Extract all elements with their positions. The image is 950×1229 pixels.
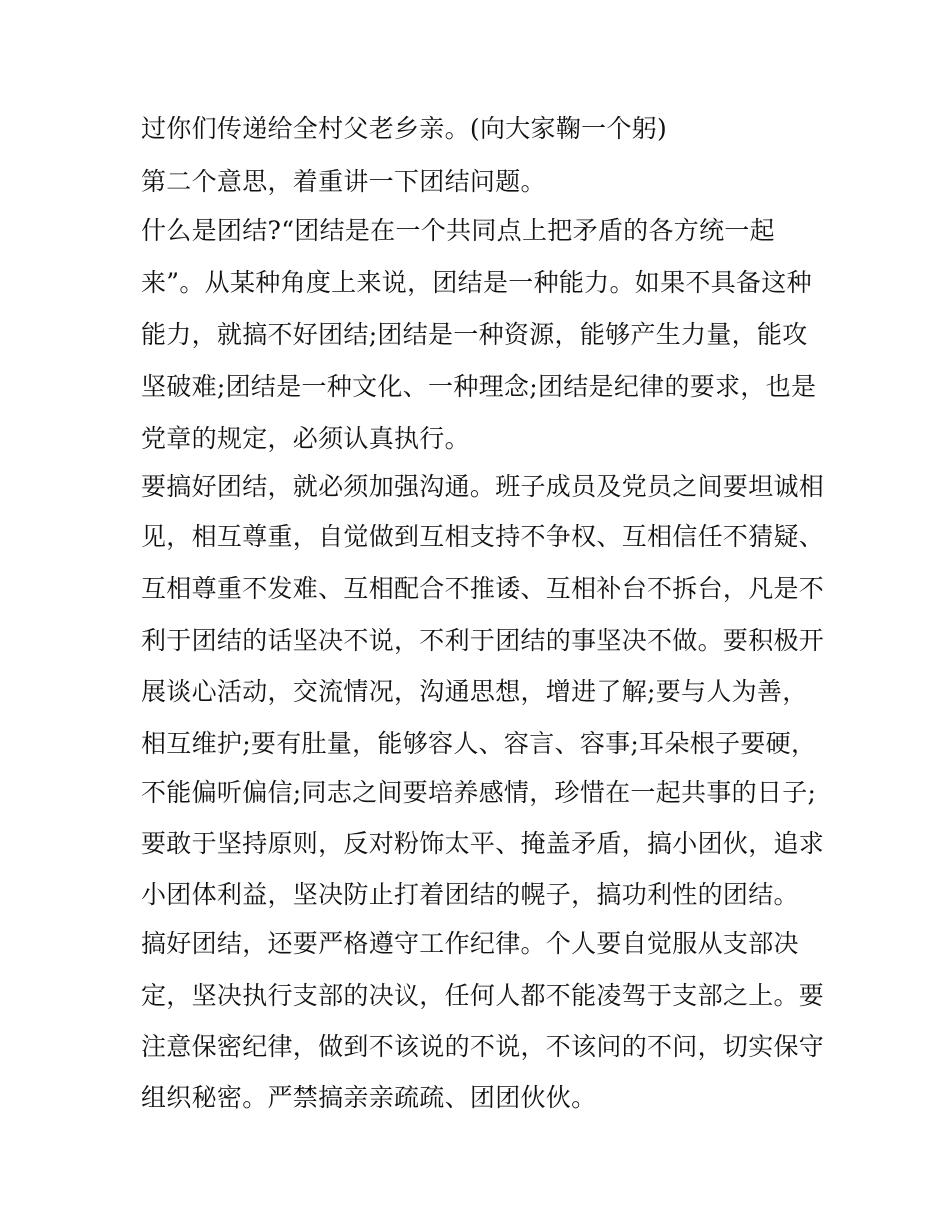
text-line: 过你们传递给全村父老乡亲。(向大家鞠一个躬) [141,114,668,143]
text-line: 注意保密纪律，做到不该说的不说，不该问的不问，切实保守 [141,1032,825,1061]
text-line: 定，坚决执行支部的决议，任何人都不能凌驾于支部之上。要 [141,981,825,1010]
text-line: 来”。从某种角度上来说，团结是一种能力。如果不具备这种 [141,268,812,297]
text-line: 见，相互尊重，自觉做到互相支持不争权、互相信任不猜疑、 [141,522,825,551]
text-line: 不能偏听偏信;同志之间要培养感情，珍惜在一起共事的日子; [141,778,817,807]
text-line: 第二个意思，着重讲一下团结问题。 [141,167,546,196]
text-line: 要搞好团结，就必须加强沟通。班子成员及党员之间要坦诚相 [141,472,825,501]
text-line: 相互维护;要有肚量，能够容人、容言、容事;耳朵根子要硬， [141,729,817,758]
text-line: 组织秘密。严禁搞亲亲疏疏、团团伙伙。 [141,1083,597,1112]
text-line: 党章的规定，必须认真执行。 [141,424,470,453]
text-line: 利于团结的话坚决不说，不利于团结的事坚决不做。要积极开 [141,626,825,655]
text-line: 什么是团结?“团结是在一个共同点上把矛盾的各方统一起 [141,216,775,245]
text-line: 展谈心活动，交流情况，沟通思想，增进了解;要与人为善， [141,677,808,706]
text-line: 坚破难;团结是一种文化、一种理念;团结是纪律的要求，也是 [141,372,817,401]
text-line: 要敢于坚持原则，反对粉饰太平、掩盖矛盾，搞小团伙，追求 [141,829,825,858]
text-line: 搞好团结，还要严格遵守工作纪律。个人要自觉服从支部决 [141,929,799,958]
text-line: 小团体利益，坚决防止打着团结的幌子，搞功利性的团结。 [141,880,799,909]
text-line: 互相尊重不发难、互相配合不推诿、互相补台不拆台，凡是不 [141,574,825,603]
text-line: 能力，就搞不好团结;团结是一种资源，能够产生力量，能攻 [141,320,808,349]
